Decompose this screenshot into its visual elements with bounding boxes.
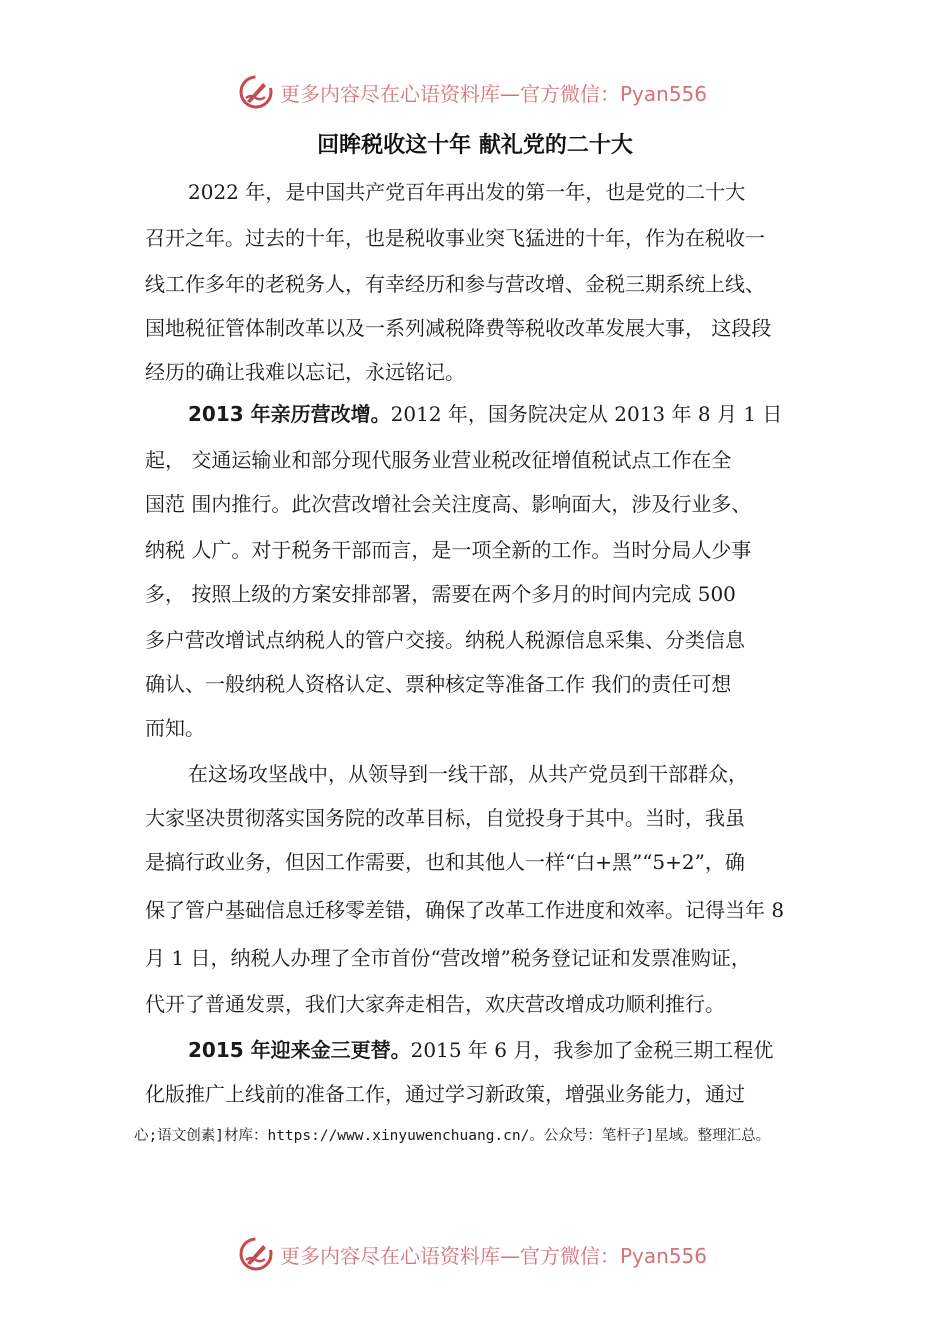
text-line: 线工作多年的老税务人，有幸经历和参与营改增、金税三期系统上线、 bbox=[145, 272, 765, 296]
banner-text: 更多内容尽在心语资料库—官方微信：Pyan556 bbox=[280, 81, 708, 106]
header-banner bbox=[238, 72, 707, 112]
text-line: 是搞行政业务，但因工作需要，也和其他人一样“白+黑”“5+2”，确 bbox=[145, 850, 745, 874]
text-line: 确认、一般纳税人资格认定、票种核定等准备工作 我们的责任可想 bbox=[145, 672, 732, 696]
text-line: 在这场攻坚战中，从领导到一线干部，从共产党员到干部群众， bbox=[188, 762, 748, 786]
text-line: 大家坚决贯彻落实国务院的改革目标，自觉投身于其中。当时，我虽 bbox=[145, 806, 745, 830]
text-line: 月 1 日，纳税人办理了全市首份“营改增”税务登记证和发票准购证， bbox=[145, 946, 751, 970]
text-line: 而知。 bbox=[145, 716, 205, 740]
footer-banner bbox=[238, 1234, 707, 1274]
text-line: 化版推广上线前的准备工作，通过学习新政策，增强业务能力，通过 bbox=[145, 1082, 745, 1106]
text-line: 多， 按照上级的方案安排部署，需要在两个多月的时间内完成 500 bbox=[145, 582, 736, 606]
page-title: 回眸税收这十年 献礼党的二十大 bbox=[317, 133, 633, 158]
text-line: 纳税 人广。对于税务干部而言，是一项全新的工作。当时分局人少事 bbox=[145, 538, 752, 562]
text-line: 国地税征管体制改革以及一系列减税降费等税收改革发展大事， 这段段 bbox=[145, 316, 772, 340]
text-line: 2022 年，是中国共产党百年再出发的第一年，也是党的二十大 bbox=[188, 180, 746, 204]
paragraph-first-line bbox=[188, 400, 782, 428]
text-line: 经历的确让我难以忘记，永远铭记。 bbox=[145, 360, 465, 384]
text-segment: 2015 年 6 月，我参加了金税三期工程优 bbox=[410, 1038, 774, 1062]
text-line: 起， 交通运输业和部分现代服务业营业税改征增值税试点工作在全 bbox=[145, 448, 732, 472]
text-line: 代开了普通发票，我们大家奔走相告，欢庆营改增成功顺利推行。 bbox=[145, 992, 725, 1016]
brush-seal-icon bbox=[238, 1236, 274, 1272]
paragraph-first-line bbox=[188, 1036, 773, 1064]
text-line: 国范 围内推行。此次营改增社会关注度高、影响面大，涉及行业多、 bbox=[145, 492, 752, 516]
banner-text: 更多内容尽在心语资料库—官方微信：Pyan556 bbox=[280, 1243, 708, 1268]
source-note: 心;语文创素]材库：https://www.xinyuwenchuang.cn/。公众号：笔杆子]星域。整理汇总。 bbox=[134, 1128, 771, 1144]
text-line: 多户营改增试点纳税人的管户交接。纳税人税源信息采集、分类信息 bbox=[145, 628, 745, 652]
text-segment: 2012 年，国务院决定从 2013 年 8 月 1 日 bbox=[390, 402, 783, 426]
brush-seal-icon bbox=[238, 74, 274, 110]
text-line: 保了管户基础信息迁移零差错，确保了改革工作进度和效率。记得当年 8 bbox=[145, 898, 785, 922]
section-heading: 2013 年亲历营改增。 bbox=[188, 402, 391, 426]
section-heading: 2015 年迎来金三更替。 bbox=[188, 1038, 411, 1062]
text-line: 召开之年。过去的十年，也是税收事业突飞猛进的十年，作为在税收一 bbox=[145, 226, 765, 250]
